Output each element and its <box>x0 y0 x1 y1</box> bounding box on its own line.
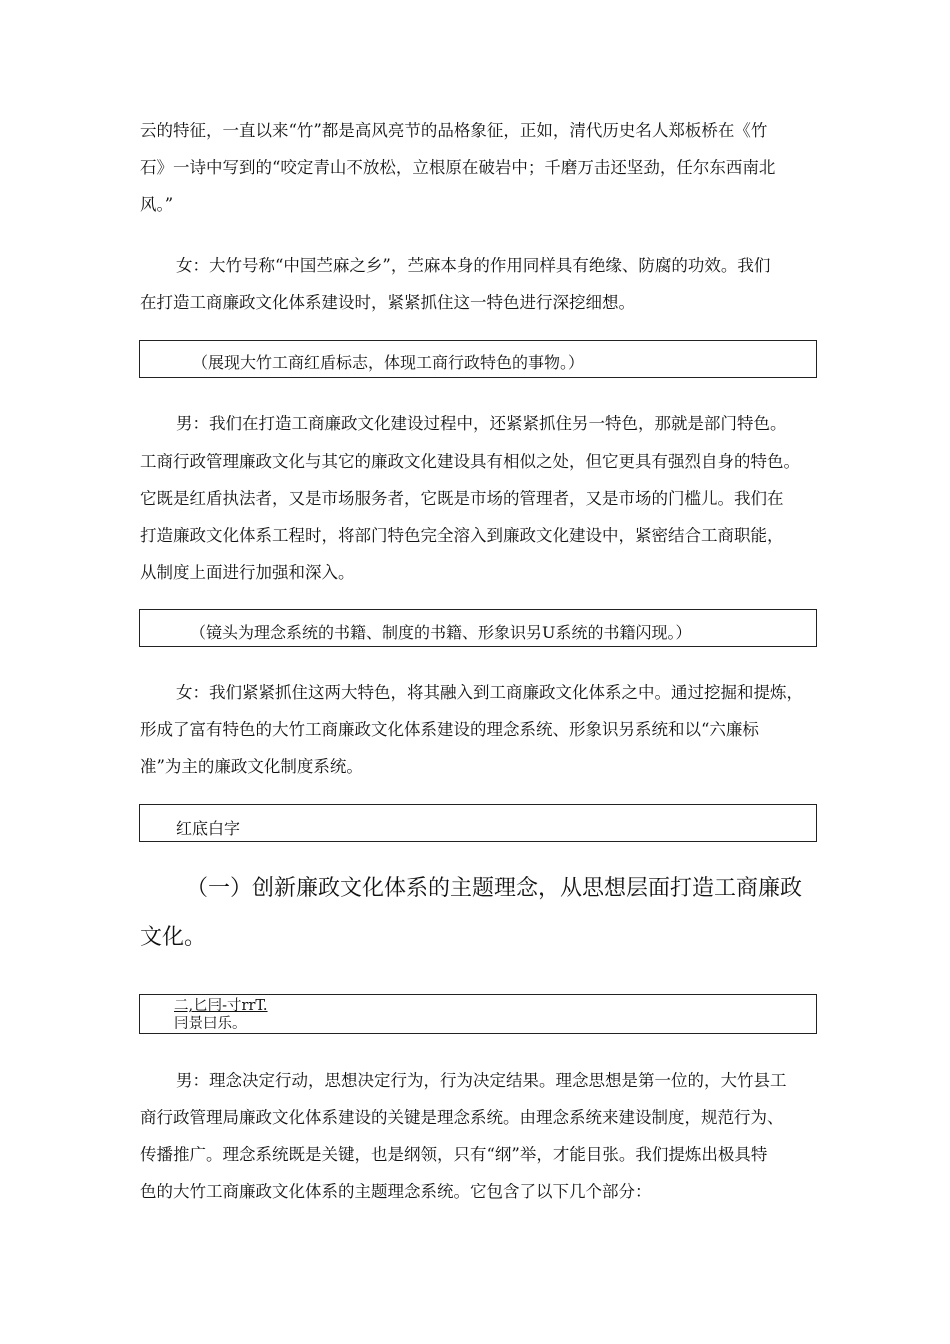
paragraph-line: 色的大竹工商廉政文化体系的主题理念系统。它包含了以下几个部分： <box>140 1182 652 1201</box>
paragraph-line: 在打造工商廉政文化体系建设时，紧紧抓住这一特色进行深挖细想。 <box>140 293 635 312</box>
garbled-line: 冃景曰乐。 <box>174 1016 247 1032</box>
paragraph-line: 传播推广。理念系统既是关键，也是纲领，只有“纲”举，才能目张。我们提炼出极具特 <box>140 1145 768 1164</box>
shot-note-box <box>139 609 817 647</box>
shot-note-text: （展现大竹工商红盾标志，体现工商行政特色的事物。） <box>192 353 585 372</box>
paragraph-line: 风。” <box>140 195 174 214</box>
caption-style-text: 红底白字 <box>176 819 241 838</box>
paragraph-line: 打造廉政文化体系工程时，将部门特色完全溶入到廉政文化建设中，紧密结合工商职能， <box>140 526 784 545</box>
paragraph-line: 它既是红盾执法者，又是市场服务者，它既是市场的管理者，又是市场的门槛儿。我们在 <box>140 489 784 508</box>
paragraph-line: 男：理念决定行动，思想决定行为，行为决定结果。理念思想是第一位的，大竹县工 <box>176 1071 787 1090</box>
paragraph-line: 女：大竹号称“中国苎麻之乡”，苎麻本身的作用同样具有绝缘、防腐的功效。我们 <box>176 256 771 275</box>
paragraph-line: 工商行政管理廉政文化与其它的廉政文化建设具有相似之处，但它更具有强烈自身的特色。 <box>140 452 800 471</box>
garbled-note-box <box>139 994 817 1034</box>
section-heading-cont: 文化。 <box>140 925 207 950</box>
section-heading: （一）创新廉政文化体系的主题理念，从思想层面打造工商廉政 <box>186 876 803 901</box>
paragraph-line: 商行政管理局廉政文化体系建设的关键是理念系统。由理念系统来建设制度，规范行为、 <box>140 1108 784 1127</box>
paragraph-line: 云的特征，一直以来“竹”都是高风亮节的品格象征，正如，清代历史名人郑板桥在《竹 <box>140 121 768 140</box>
shot-note-box <box>139 340 817 378</box>
paragraph-line: 形成了富有特色的大竹工商廉政文化体系建设的理念系统、形象识另系统和以“六廉标 <box>140 720 759 739</box>
garbled-line: 二,匕冃-寸rrT. <box>174 998 268 1014</box>
shot-note-text: （镜头为理念系统的书籍、制度的书籍、形象识另U系统的书籍闪现。） <box>190 623 692 642</box>
paragraph-line: 准”为主的廉政文化制度系统。 <box>140 757 363 776</box>
paragraph-line: 女：我们紧紧抓住这两大特色，将其融入到工商廉政文化体系之中。通过挖掘和提炼， <box>176 683 803 702</box>
paragraph-line: 石》一诗中写到的“咬定青山不放松，立根原在破岩中；千磨万击还坚劲，任尔东西南北 <box>140 158 776 177</box>
paragraph-line: 从制度上面进行加强和深入。 <box>140 563 355 582</box>
paragraph-line: 男：我们在打造工商廉政文化建设过程中，还紧紧抓住另一特色，那就是部门特色。 <box>176 414 787 433</box>
caption-style-box <box>139 804 817 842</box>
